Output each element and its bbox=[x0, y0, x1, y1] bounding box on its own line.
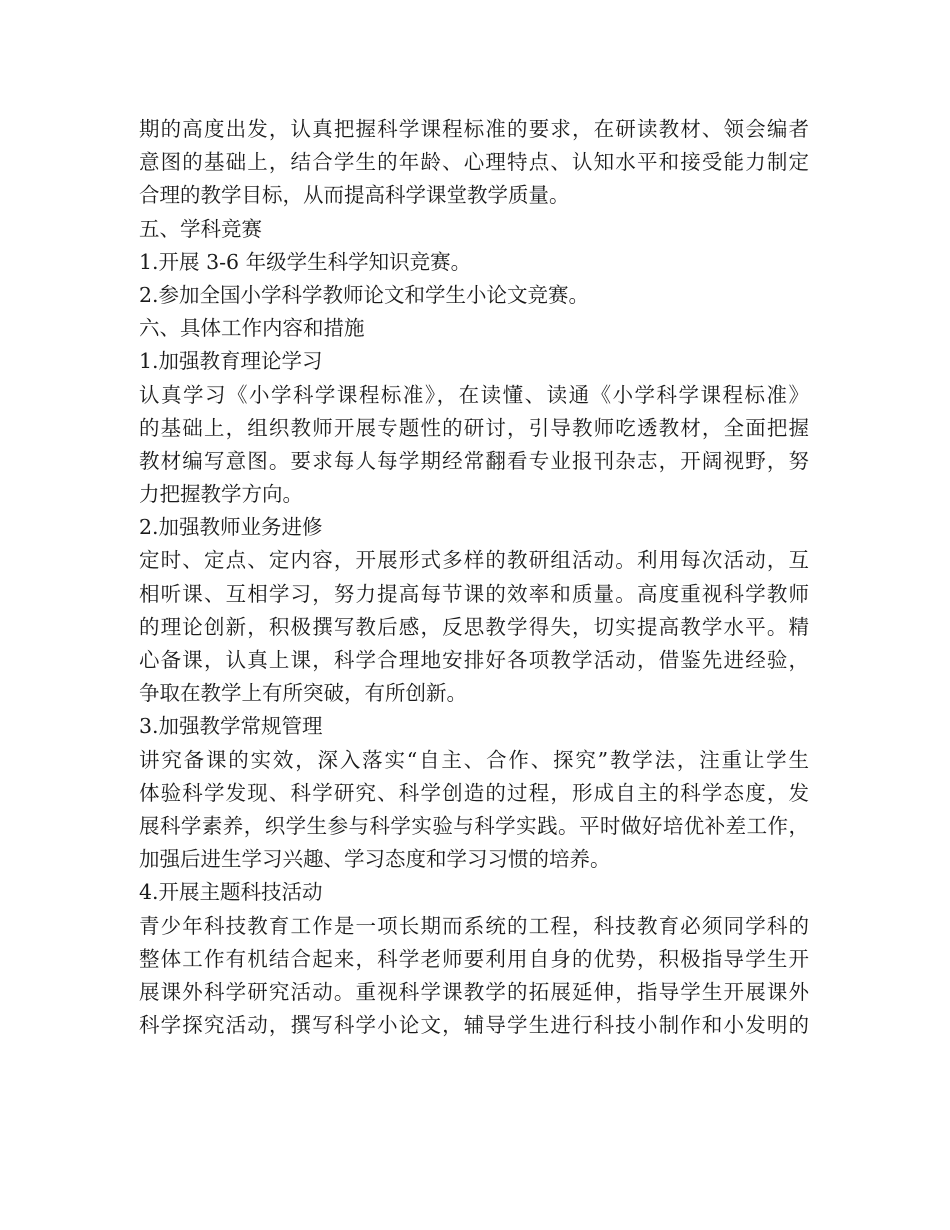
section-heading: 六、具体工作内容和措施 bbox=[139, 316, 365, 341]
subsection-heading: 2.加强教师业务进修 bbox=[139, 515, 323, 540]
paragraph-line: 的基础上，组织教师开展专题性的研讨，引导教师吃透教材，全面把握 bbox=[139, 415, 809, 440]
paragraph-line: 青少年科技教育工作是一项长期而系统的工程，科技教育必须同学科的 bbox=[139, 913, 809, 938]
paragraph-line: 讲究备课的实效，深入落实“自主、合作、探究”教学法，注重让学生 bbox=[139, 747, 809, 772]
paragraph-line: 相听课、互相学习，努力提高每节课的效率和质量。高度重视科学教师 bbox=[139, 581, 809, 606]
paragraph-line: 展课外科学研究活动。重视科学课教学的拓展延伸，指导学生开展课外 bbox=[139, 979, 809, 1004]
paragraph-line: 科学探究活动，撰写科学小论文，辅导学生进行科技小制作和小发明的 bbox=[139, 1013, 809, 1038]
paragraph-line: 认真学习《小学科学课程标准》，在读懂、读通《小学科学课程标准》 bbox=[139, 382, 809, 407]
document-body bbox=[139, 113, 819, 1042]
paragraph-line: 心备课，认真上课，科学合理地安排好各项教学活动，借鉴先进经验， bbox=[139, 648, 809, 672]
paragraph-line: 期的高度出发，认真把握科学课程标准的要求，在研读教材、领会编者 bbox=[139, 117, 809, 141]
section-heading: 五、学科竞赛 bbox=[139, 216, 262, 241]
subsection-heading: 1.加强教育理论学习 bbox=[139, 349, 323, 374]
paragraph-line: 教材编写意图。要求每人每学期经常翻看专业报刊杂志，开阔视野，努 bbox=[139, 448, 809, 473]
subsection-heading: 4.开展主题科技活动 bbox=[139, 880, 323, 905]
list-item: 1.开展 3-6 年级学生科学知识竞赛。 bbox=[139, 249, 472, 274]
list-item: 2.参加全国小学科学教师论文和学生小论文竞赛。 bbox=[139, 282, 590, 307]
paragraph-line: 意图的基础上，结合学生的年龄、心理特点、认知水平和接受能力制定 bbox=[139, 150, 809, 175]
paragraph-line: 整体工作有机结合起来，科学老师要利用自身的优势，积极指导学生开 bbox=[139, 946, 809, 971]
paragraph-line: 定时、定点、定内容，开展形式多样的教研组活动。利用每次活动，互 bbox=[139, 548, 809, 573]
paragraph-line: 合理的教学目标，从而提高科学课堂教学质量。 bbox=[139, 183, 570, 208]
paragraph-line: 体验科学发现、科学研究、科学创造的过程，形成自主的科学态度，发 bbox=[139, 780, 809, 805]
paragraph-line: 力把握教学方向。 bbox=[139, 482, 303, 507]
paragraph-line: 争取在教学上有所突破，有所创新。 bbox=[139, 681, 467, 706]
paragraph-line: 展科学素养，织学生参与科学实验与科学实践。平时做好培优补差工作， bbox=[139, 813, 809, 838]
subsection-heading: 3.加强教学常规管理 bbox=[139, 714, 323, 739]
paragraph-line: 的理论创新，积极撰写教后感，反思教学得失，切实提高教学水平。精 bbox=[139, 614, 809, 639]
paragraph-line: 加强后进生学习兴趣、学习态度和学习习惯的培养。 bbox=[139, 847, 611, 872]
